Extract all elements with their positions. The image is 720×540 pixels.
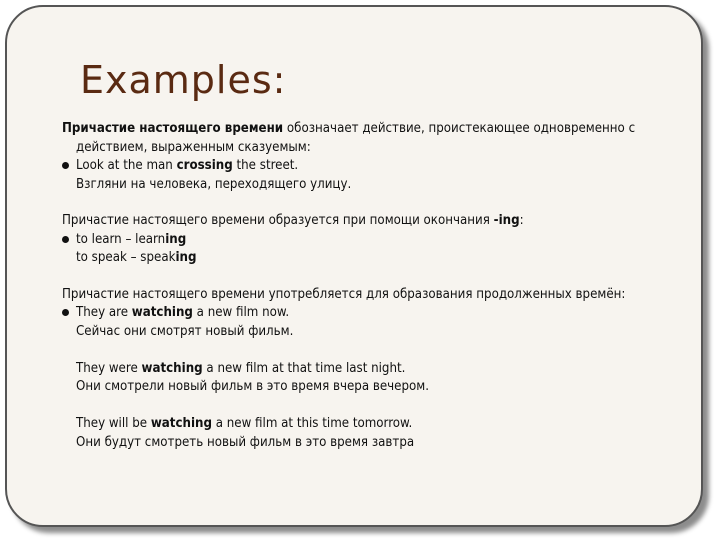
bullet-icon	[62, 236, 69, 243]
term-bold: Причастие настоящего времени	[62, 121, 284, 136]
spacer	[62, 268, 692, 286]
usage-translation-past: Они смотрели новый фильм в это время вчера вечером.	[76, 379, 429, 394]
slide-content	[62, 120, 692, 452]
usage-bullet	[62, 304, 692, 452]
spacer	[76, 341, 692, 360]
formation-paragraph: Причастие настоящего времени образуется при помощи окончания -ing:	[62, 213, 524, 228]
spacer	[62, 194, 692, 212]
usage-translation-present: Сейчас они смотрят новый фильм.	[76, 323, 294, 339]
example-bullet-crossing	[62, 157, 692, 194]
usage-sentence-present: They are watching a new film now.	[76, 305, 290, 320]
usage-translation-future: Они будут смотреть новый фильм в это время завтра	[76, 434, 415, 450]
spacer	[76, 397, 692, 416]
slide-title: Examples:	[80, 58, 287, 102]
usage-paragraph: Причастие настоящего времени употребляется для образования продолженных времён:	[62, 286, 626, 302]
bullet-icon	[62, 162, 69, 169]
formation-bullet	[62, 231, 692, 268]
usage-sentence-future: They will be watching a new film at this time tomorrow.	[76, 416, 413, 431]
definition-paragraph	[62, 120, 692, 157]
formation-example-learn: to learn – learning	[76, 231, 187, 247]
bullet-icon	[62, 309, 69, 316]
definition-text: обозначает действие, проистекающее одновременно с действием, выраженным сказуемым:	[76, 121, 636, 155]
example-sentence: Look at the man crossing the street.	[76, 158, 299, 173]
usage-sentence-past: They were watching a new film at that time last night.	[76, 360, 406, 376]
example-translation: Взгляни на человека, переходящего улицу.	[76, 176, 352, 192]
formation-example-speak: to speak – speaking	[76, 250, 197, 265]
